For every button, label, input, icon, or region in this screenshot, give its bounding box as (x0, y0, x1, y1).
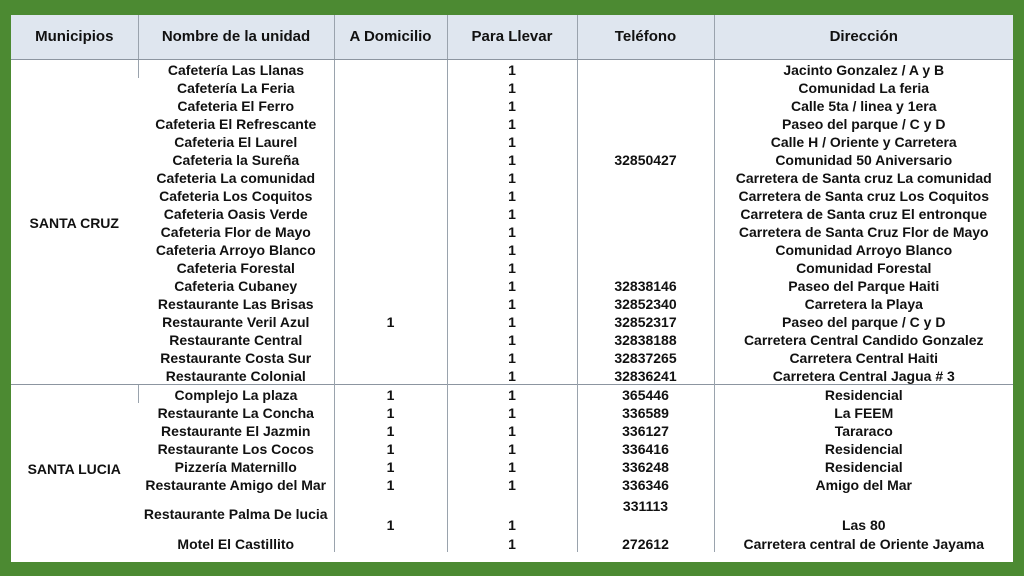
phone-cell: 32852317 (577, 312, 714, 330)
takeaway-cell: 1 (447, 493, 577, 534)
unit-name-cell: Cafeteria Los Coquitos (159, 187, 313, 204)
address-cell: Comunidad 50 Aniversario (714, 150, 1013, 168)
address-cell: Residencial (714, 457, 1013, 475)
delivery-cell (334, 330, 447, 348)
unit-name-cell: Cafeteria la Sureña (172, 151, 300, 168)
takeaway-cell: 1 (447, 96, 577, 114)
takeaway-cell: 1 (447, 114, 577, 132)
delivery-cell (334, 168, 447, 186)
address-cell: Paseo del parque / C y D (714, 114, 1013, 132)
delivery-cell: 1 (334, 312, 447, 330)
table-body (11, 60, 1013, 553)
unit-name-cell: Motel El Castillito (177, 535, 295, 552)
table-row (11, 366, 1013, 385)
table-row (11, 493, 1013, 534)
phone-cell (577, 222, 714, 240)
municipio-cell: SANTA CRUZ (11, 60, 138, 385)
delivery-cell (334, 132, 447, 150)
unit-name-cell: Restaurante El Jazmin (161, 422, 311, 439)
delivery-cell: 1 (334, 385, 447, 404)
address-cell: Carretera de Santa cruz La comunidad (714, 168, 1013, 186)
phone-cell: 272612 (577, 534, 714, 552)
table-row (11, 186, 1013, 204)
address-cell: Paseo del Parque Haiti (714, 276, 1013, 294)
delivery-cell (334, 222, 447, 240)
phone-cell: 32836241 (577, 366, 714, 385)
table-row (11, 150, 1013, 168)
delivery-cell (334, 534, 447, 552)
unit-name-cell: Cafeteria El Ferro (177, 97, 295, 114)
delivery-cell: 1 (334, 457, 447, 475)
header-municipios: Municipios (11, 15, 138, 60)
delivery-cell (334, 204, 447, 222)
takeaway-cell: 1 (447, 475, 577, 493)
address-cell: Las 80 (714, 493, 1013, 534)
delivery-cell (334, 258, 447, 276)
phone-cell (577, 96, 714, 114)
takeaway-cell: 1 (447, 60, 577, 79)
delivery-cell (334, 96, 447, 114)
table-row (11, 457, 1013, 475)
delivery-cell: 1 (334, 421, 447, 439)
header-telefono: Teléfono (577, 15, 714, 60)
phone-cell (577, 60, 714, 79)
address-cell: Calle H / Oriente y Carretera (714, 132, 1013, 150)
unit-name-cell: Restaurante Costa Sur (160, 349, 312, 366)
takeaway-cell: 1 (447, 132, 577, 150)
phone-cell (577, 78, 714, 96)
phone-cell (577, 204, 714, 222)
takeaway-cell: 1 (447, 534, 577, 552)
address-cell: Carretera la Playa (714, 294, 1013, 312)
header-direccion: Dirección (714, 15, 1013, 60)
delivery-cell (334, 240, 447, 258)
phone-cell (577, 168, 714, 186)
phone-cell (577, 114, 714, 132)
takeaway-cell: 1 (447, 150, 577, 168)
delivery-cell (334, 366, 447, 385)
address-cell: La FEEM (714, 403, 1013, 421)
takeaway-cell: 1 (447, 186, 577, 204)
phone-cell: 336248 (577, 457, 714, 475)
phone-cell: 336589 (577, 403, 714, 421)
phone-cell: 336416 (577, 439, 714, 457)
address-cell: Carretera Central Haiti (714, 348, 1013, 366)
delivery-cell (334, 150, 447, 168)
phone-cell: 365446 (577, 385, 714, 404)
phone-cell: 331113 (577, 493, 714, 534)
unit-name-cell: Cafeteria Oasis Verde (163, 205, 308, 222)
table-row (11, 258, 1013, 276)
takeaway-cell: 1 (447, 312, 577, 330)
table-row (11, 403, 1013, 421)
table-row (11, 222, 1013, 240)
unit-name-cell: Pizzería Maternillo (174, 458, 297, 475)
phone-cell (577, 240, 714, 258)
takeaway-cell: 1 (447, 276, 577, 294)
takeaway-cell: 1 (447, 258, 577, 276)
unit-name-cell: Restaurante Veril Azul (162, 313, 310, 330)
address-cell: Comunidad Forestal (714, 258, 1013, 276)
takeaway-cell: 1 (447, 366, 577, 385)
unit-name-cell: Restaurante La Concha (157, 404, 314, 421)
takeaway-cell: 1 (447, 439, 577, 457)
unit-name-cell: Cafeteria El Laurel (174, 133, 298, 150)
unit-name-cell: Cafetería La Feria (177, 79, 295, 96)
unit-name-cell: Restaurante Central (169, 331, 303, 348)
address-cell: Carretera central de Oriente Jayama (714, 534, 1013, 552)
table-row (11, 385, 1013, 404)
delivery-cell: 1 (334, 475, 447, 493)
address-cell: Comunidad Arroyo Blanco (714, 240, 1013, 258)
address-cell: Jacinto Gonzalez / A y B (714, 60, 1013, 79)
address-cell: Carretera de Santa cruz El entronque (714, 204, 1013, 222)
unit-name-cell: Complejo La plaza (138, 385, 334, 404)
table-row (11, 204, 1013, 222)
unit-name-cell: Cafeteria El Refrescante (155, 115, 317, 132)
header-llevar: Para Llevar (447, 15, 577, 60)
address-cell: Paseo del parque / C y D (714, 312, 1013, 330)
takeaway-cell: 1 (447, 294, 577, 312)
unit-name-cell: Cafeteria Cubaney (174, 277, 298, 294)
phone-cell: 336346 (577, 475, 714, 493)
address-cell: Residencial (714, 439, 1013, 457)
table-row (11, 78, 1013, 96)
address-cell: Amigo del Mar (714, 475, 1013, 493)
takeaway-cell: 1 (447, 457, 577, 475)
address-cell: Carretera Central Jagua # 3 (714, 366, 1013, 385)
unit-name-cell: Cafeteria La comunidad (156, 169, 316, 186)
table-row (11, 96, 1013, 114)
unit-name-cell: Cafeteria Forestal (176, 259, 295, 276)
unit-name-cell: Restaurante Colonial (165, 367, 306, 384)
table-row (11, 312, 1013, 330)
phone-cell (577, 132, 714, 150)
phone-cell: 32850427 (577, 150, 714, 168)
takeaway-cell: 1 (447, 204, 577, 222)
table-row (11, 330, 1013, 348)
phone-cell (577, 258, 714, 276)
delivery-cell: 1 (334, 439, 447, 457)
delivery-cell (334, 186, 447, 204)
takeaway-cell: 1 (447, 403, 577, 421)
table-row (11, 132, 1013, 150)
address-cell: Carretera de Santa Cruz Flor de Mayo (714, 222, 1013, 240)
delivery-cell: 1 (334, 403, 447, 421)
takeaway-cell: 1 (447, 168, 577, 186)
delivery-cell (334, 60, 447, 79)
address-cell: Residencial (714, 385, 1013, 404)
delivery-cell: 1 (334, 493, 447, 534)
phone-cell: 32852340 (577, 294, 714, 312)
table-row (11, 421, 1013, 439)
units-table (11, 15, 1013, 552)
units-table-sheet (11, 15, 1013, 562)
table-row (11, 439, 1013, 457)
address-cell: Comunidad La feria (714, 78, 1013, 96)
table-row (11, 348, 1013, 366)
unit-name-cell: Cafeteria Flor de Mayo (160, 223, 311, 240)
unit-name-cell: Restaurante Amigo del Mar (145, 476, 327, 493)
address-cell: Carretera Central Candido Gonzalez (714, 330, 1013, 348)
header-row (11, 15, 1013, 60)
delivery-cell (334, 348, 447, 366)
takeaway-cell: 1 (447, 385, 577, 404)
phone-cell: 32838146 (577, 276, 714, 294)
address-cell: Carretera de Santa cruz Los Coquitos (714, 186, 1013, 204)
table-row (11, 60, 1013, 79)
takeaway-cell: 1 (447, 240, 577, 258)
delivery-cell (334, 294, 447, 312)
takeaway-cell: 1 (447, 330, 577, 348)
table-row (11, 475, 1013, 493)
takeaway-cell: 1 (447, 78, 577, 96)
delivery-cell (334, 276, 447, 294)
unit-name-cell: Restaurante Los Cocos (157, 440, 314, 457)
table-row (11, 276, 1013, 294)
address-cell: Calle 5ta / linea y 1era (714, 96, 1013, 114)
phone-cell: 32837265 (577, 348, 714, 366)
phone-cell: 32838188 (577, 330, 714, 348)
table-row (11, 240, 1013, 258)
takeaway-cell: 1 (447, 348, 577, 366)
municipio-cell: SANTA LUCIA (11, 385, 138, 553)
unit-name-cell: Cafetería Las Llanas (138, 60, 334, 79)
table-row (11, 294, 1013, 312)
delivery-cell (334, 78, 447, 96)
address-cell: Tararaco (714, 421, 1013, 439)
table-row (11, 534, 1013, 552)
takeaway-cell: 1 (447, 222, 577, 240)
phone-cell: 336127 (577, 421, 714, 439)
phone-cell (577, 186, 714, 204)
delivery-cell (334, 114, 447, 132)
table-row (11, 168, 1013, 186)
header-nombre: Nombre de la unidad (138, 15, 334, 60)
unit-name-cell: Restaurante Palma De lucia (143, 506, 328, 522)
takeaway-cell: 1 (447, 421, 577, 439)
unit-name-cell: Restaurante Las Brisas (157, 295, 314, 312)
header-domicilio: A Domicilio (334, 15, 447, 60)
table-row (11, 114, 1013, 132)
unit-name-cell: Cafeteria Arroyo Blanco (155, 241, 316, 258)
